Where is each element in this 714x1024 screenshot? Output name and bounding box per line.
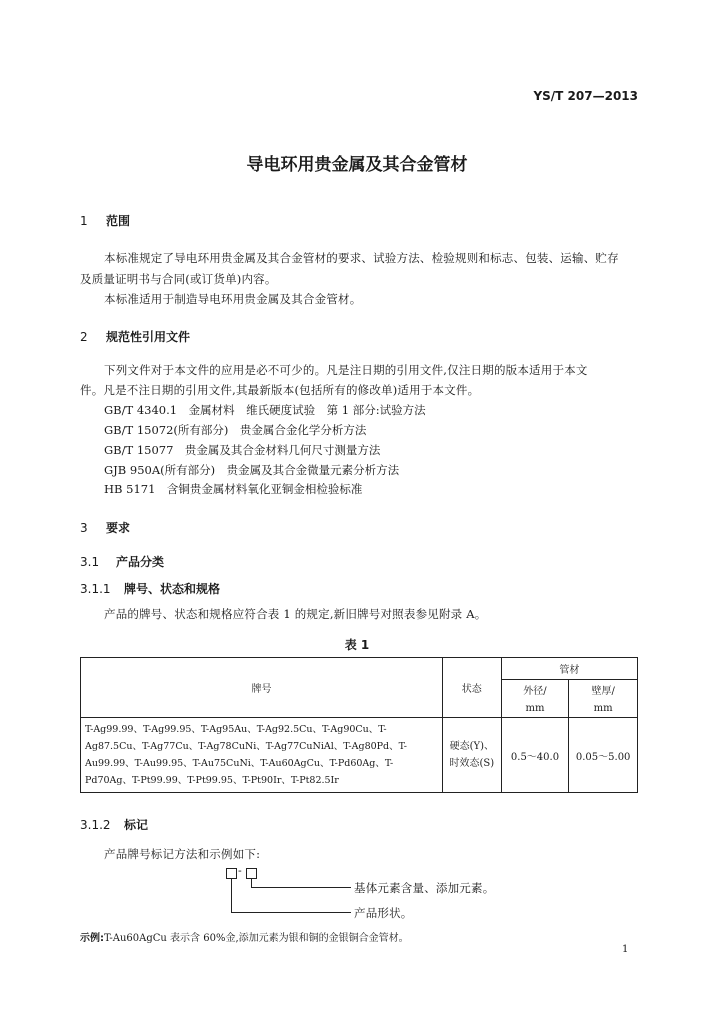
reference-item: GB/T 4340.1 金属材料 维氏硬度试验 第 1 部分:试验方法 (104, 403, 426, 417)
section-3-1-1-para: 产品的牌号、状态和规格应符合表 1 的规定,新旧牌号对照表参见附录 A。 (104, 607, 487, 621)
section-1-heading (80, 212, 130, 229)
section-title: 产品分类 (116, 555, 165, 569)
leader-line (251, 887, 351, 888)
reference-item: HB 5171 含铜贵金属材料氧化亚铜金相检验标准 (104, 482, 363, 496)
example-prefix: 示例: (80, 933, 104, 944)
section-number: 3.1.1 (80, 582, 111, 596)
example-note (80, 929, 409, 944)
cell-outer-diameter: 0.5～40.0 (501, 718, 569, 793)
header-grade: 牌号 (81, 658, 443, 718)
cell-wall-thickness: 0.05～5.00 (569, 718, 638, 793)
state-line: 硬态(Y)、 (449, 741, 494, 752)
section-3-1-2-para: 产品牌号标记方法和示例如下: (104, 847, 261, 861)
section-title: 标记 (124, 818, 149, 832)
standard-number: YS/T 207—2013 (533, 89, 638, 103)
section-3-1-2-heading (80, 816, 148, 833)
marking-label-form: 产品形状。 (354, 906, 413, 920)
section-2-para-line1: 下列文件对于本文件的应用是必不可少的。凡是注日期的引用文件,仅注日期的版本适用于本文 (104, 363, 588, 377)
page-number: 1 (622, 944, 629, 955)
header-unit: mm (501, 700, 569, 718)
section-number: 3.1 (80, 555, 100, 569)
marking-box-form (226, 868, 237, 879)
state-line: 时效态(S) (449, 758, 495, 769)
document-title: 导电环用贵金属及其合金管材 (246, 155, 468, 175)
header-wall-thickness: 壁厚/ (569, 680, 638, 700)
header-tube: 管材 (501, 658, 637, 680)
section-number: 3.1.2 (80, 818, 111, 832)
marking-label-base: 基体元素含量、添加元素。 (354, 881, 495, 895)
section-1-para1-line2: 及质量证明书与合同(或订货单)内容。 (80, 272, 277, 286)
cell-state (442, 718, 501, 793)
header-state: 状态 (442, 658, 501, 718)
section-title: 牌号、状态和规格 (124, 582, 221, 596)
section-number: 1 (80, 214, 88, 228)
section-1-para2: 本标准适用于制造导电环用贵金属及其合金管材。 (104, 292, 362, 306)
section-2-heading (80, 328, 190, 345)
section-title: 范围 (106, 214, 131, 228)
section-3-1-heading (80, 553, 164, 570)
section-1-para1-line1: 本标准规定了导电环用贵金属及其合金管材的要求、试验方法、检验规则和标志、包装、运输、贮存 (104, 251, 619, 265)
header-outer-diameter: 外径/ (501, 680, 569, 700)
cell-grades: T-Ag99.99、T-Ag99.95、T-Ag95Au、T-Ag92.5Cu、T-Ag90Cu、T-Ag87.5Cu、T-Ag77Cu、T-Ag78CuNi、T-Ag77CuNiAl、T-Ag80Pd、T-Au99.99、T-Au99.95、T-Au75CuNi、T-Au60AgCu、T-Pd60Ag、T-Pd70Ag、T-Pt99.99、T-Pt99.95、T-Pt90Ir、T-Pt82.5Ir (81, 718, 443, 793)
leader-line (231, 879, 232, 912)
marking-dash: - (238, 864, 242, 877)
table-caption: 表 1 (344, 638, 370, 652)
leader-line (231, 912, 351, 913)
reference-item: GB/T 15072(所有部分) 贵金属合金化学分析方法 (104, 423, 367, 437)
marking-box-base (246, 868, 257, 879)
reference-item: GJB 950A(所有部分) 贵金属及其合金微量元素分析方法 (104, 463, 400, 477)
section-number: 3 (80, 521, 88, 535)
header-unit: mm (569, 700, 638, 718)
reference-item: GB/T 15077 贵金属及其合金材料几何尺寸测量方法 (104, 443, 381, 457)
section-title: 要求 (106, 521, 131, 535)
section-2-para-line2: 件。凡是不注日期的引用文件,其最新版本(包括所有的修改单)适用于本文件。 (80, 383, 480, 397)
section-title: 规范性引用文件 (106, 330, 191, 344)
example-text: T-Au60AgCu 表示含 60%金,添加元素为银和铜的金银铜合金管材。 (104, 933, 409, 944)
section-number: 2 (80, 330, 88, 344)
section-3-1-1-heading (80, 580, 220, 597)
leader-line (251, 879, 252, 887)
spec-table (80, 657, 638, 793)
section-3-heading (80, 519, 130, 536)
